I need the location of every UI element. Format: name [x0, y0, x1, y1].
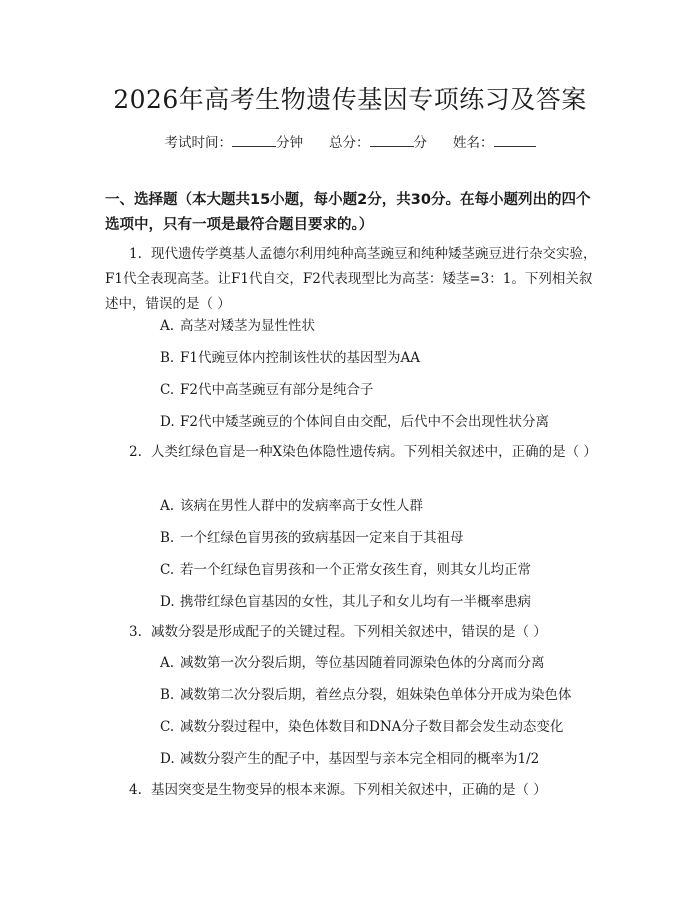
question-4: [105, 778, 600, 803]
option-letter: B.: [160, 530, 175, 546]
section-heading: 一、选择题（本大题共15小题，每小题2分，共30分。在每小题列出的四个选项中，只有一项是最符合题目要求的。）: [105, 192, 591, 233]
option-letter: A.: [160, 498, 175, 514]
question-1-option-d: [160, 412, 600, 432]
option-letter: C.: [160, 382, 175, 398]
question-number: 2.: [129, 444, 142, 460]
question-2-option-b: [160, 528, 600, 548]
total-score-unit: 分: [413, 135, 427, 151]
question-3-option-a: [160, 653, 600, 673]
option-letter: D.: [160, 414, 175, 430]
option-letter: A.: [160, 655, 175, 671]
option-letter: A.: [160, 318, 175, 334]
question-3: [105, 620, 600, 645]
total-score-blank: [370, 133, 414, 147]
exam-time-blank: [232, 133, 276, 147]
option-text: 携带红绿色盲基因的女性，其儿子和女儿均有一半概率患病: [180, 594, 531, 610]
question-1-option-a: [160, 316, 600, 336]
option-text: 高茎对矮茎为显性性状: [180, 318, 315, 334]
option-text: 若一个红绿色盲男孩和一个正常女孩生育，则其女儿均正常: [180, 562, 531, 578]
question-1-option-c: [160, 380, 600, 400]
exam-time-unit: 分钟: [276, 135, 303, 151]
option-letter: D.: [160, 751, 175, 767]
question-text: 基因突变是生物变异的根本来源。下列相关叙述中，正确的是（ ）: [151, 782, 547, 798]
question-text: 现代遗传学奠基人孟德尔利用纯种高茎豌豆和纯种矮茎豌豆进行杂交实验，F1代全表现高茎。让F1代自交，F2代表现型比为高茎：矮茎=3：1。下列相关叙述中，错误的是（ ）: [105, 246, 597, 312]
option-text: 减数分裂产生的配子中，基因型与亲本完全相同的概率为1/2: [180, 751, 540, 767]
question-number: 4.: [129, 782, 142, 798]
option-letter: B.: [160, 687, 175, 703]
question-2-option-c: [160, 560, 600, 580]
name-blank: [494, 133, 536, 147]
exam-time-label: 考试时间：: [164, 135, 232, 151]
question-number: 3.: [129, 624, 142, 640]
option-text: 一个红绿色盲男孩的致病基因一定来自于其祖母: [180, 530, 464, 546]
option-text: F2代中矮茎豌豆的个体间自由交配，后代中不会出现性状分离: [180, 414, 549, 430]
question-3-option-c: [160, 717, 600, 737]
question-number: 1.: [129, 246, 142, 262]
exam-time-field: [165, 131, 304, 151]
question-text: 人类红绿色盲是一种X染色体隐性遗传病。下列相关叙述中，正确的是（ ）: [151, 444, 597, 460]
name-field: [453, 131, 536, 151]
option-text: F2代中高茎豌豆有部分是纯合子: [180, 382, 374, 398]
page-title: 2026年高考生物遗传基因专项练习及答案: [113, 85, 587, 114]
option-letter: C.: [160, 719, 175, 735]
question-3-option-b: [160, 685, 600, 705]
total-score-field: [329, 131, 427, 151]
question-2-option-a: [160, 496, 600, 516]
question-1-option-b: [160, 348, 600, 368]
question-1: [105, 242, 600, 317]
name-label: 姓名：: [453, 135, 494, 151]
option-text: 减数第二次分裂后期，着丝点分裂，姐妹染色单体分开成为染色体: [180, 687, 572, 703]
option-letter: B.: [160, 350, 175, 366]
total-score-label: 总分：: [329, 135, 370, 151]
option-letter: C.: [160, 562, 175, 578]
option-text: 减数分裂过程中，染色体数目和DNA分子数目都会发生动态变化: [180, 719, 564, 735]
question-text: 减数分裂是形成配子的关键过程。下列相关叙述中，错误的是（ ）: [151, 624, 547, 640]
option-text: F1代豌豆体内控制该性状的基因型为AA: [180, 350, 420, 366]
option-letter: D.: [160, 594, 175, 610]
exam-meta: [0, 131, 700, 151]
option-text: 减数第一次分裂后期，等位基因随着同源染色体的分离而分离: [180, 655, 545, 671]
question-2: [105, 440, 600, 465]
question-2-option-d: [160, 592, 600, 612]
question-3-option-d: [160, 749, 600, 769]
option-text: 该病在男性人群中的发病率高于女性人群: [180, 498, 423, 514]
